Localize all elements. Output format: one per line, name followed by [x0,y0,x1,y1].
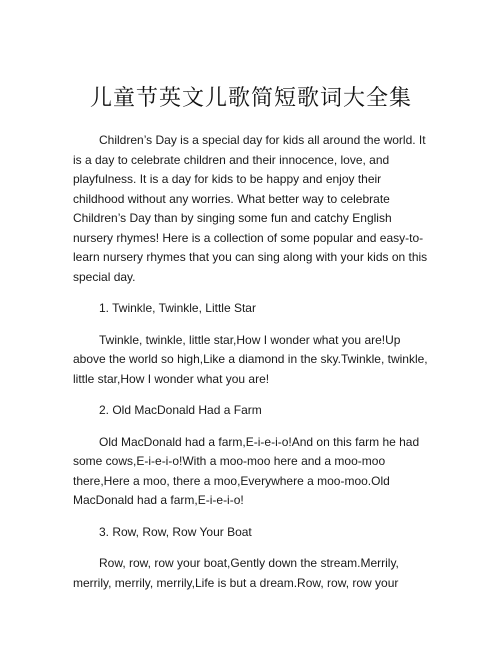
document-body [73,131,433,605]
song-lyrics-row-your-boat: Row, row, row your boat,Gently down the stream.Merrily, merrily, merrily, merrily,Life is but a dream.Row, row, row your [73,556,399,590]
song-heading-row-your-boat: 3. Row, Row, Row Your Boat [99,524,252,539]
document-title: 儿童节英文儿歌简短歌词大全集 [89,86,412,111]
song-lyrics-old-macdonald: Old MacDonald had a farm,E-i-e-i-o!And on this farm he had some cows,E-i-e-i-o!With a moo-moo here and a moo-moo there,Here a moo, there a moo,Everywhere a moo-moo.Old MacDonald had a farm,E-i-e-i-o! [73,434,420,507]
song-heading-old-macdonald: 2. Old MacDonald Had a Farm [99,403,262,417]
song-lyrics-twinkle: Twinkle, twinkle, little star,How I wonder what you are!Up above the world so high,Like a diamond in the sky.Twinkle, twinkle, little star,How I wonder what you are! [73,332,428,386]
song-heading-twinkle: 1. Twinkle, Twinkle, Little Star [99,301,256,315]
intro-paragraph: Children’s Day is a special day for kids all around the world. It is a day to celebrate children and their innocence, love, and playfulness. It is a day for kids to be happy and enjoy their childhood without any worries. What better way to celebrate Children’s Day than by singing some fun and catchy English nursery rhymes! Here is a collection of some popular and easy-to-learn nursery rhymes that you can sing along with your kids on this special day. [73,133,428,284]
